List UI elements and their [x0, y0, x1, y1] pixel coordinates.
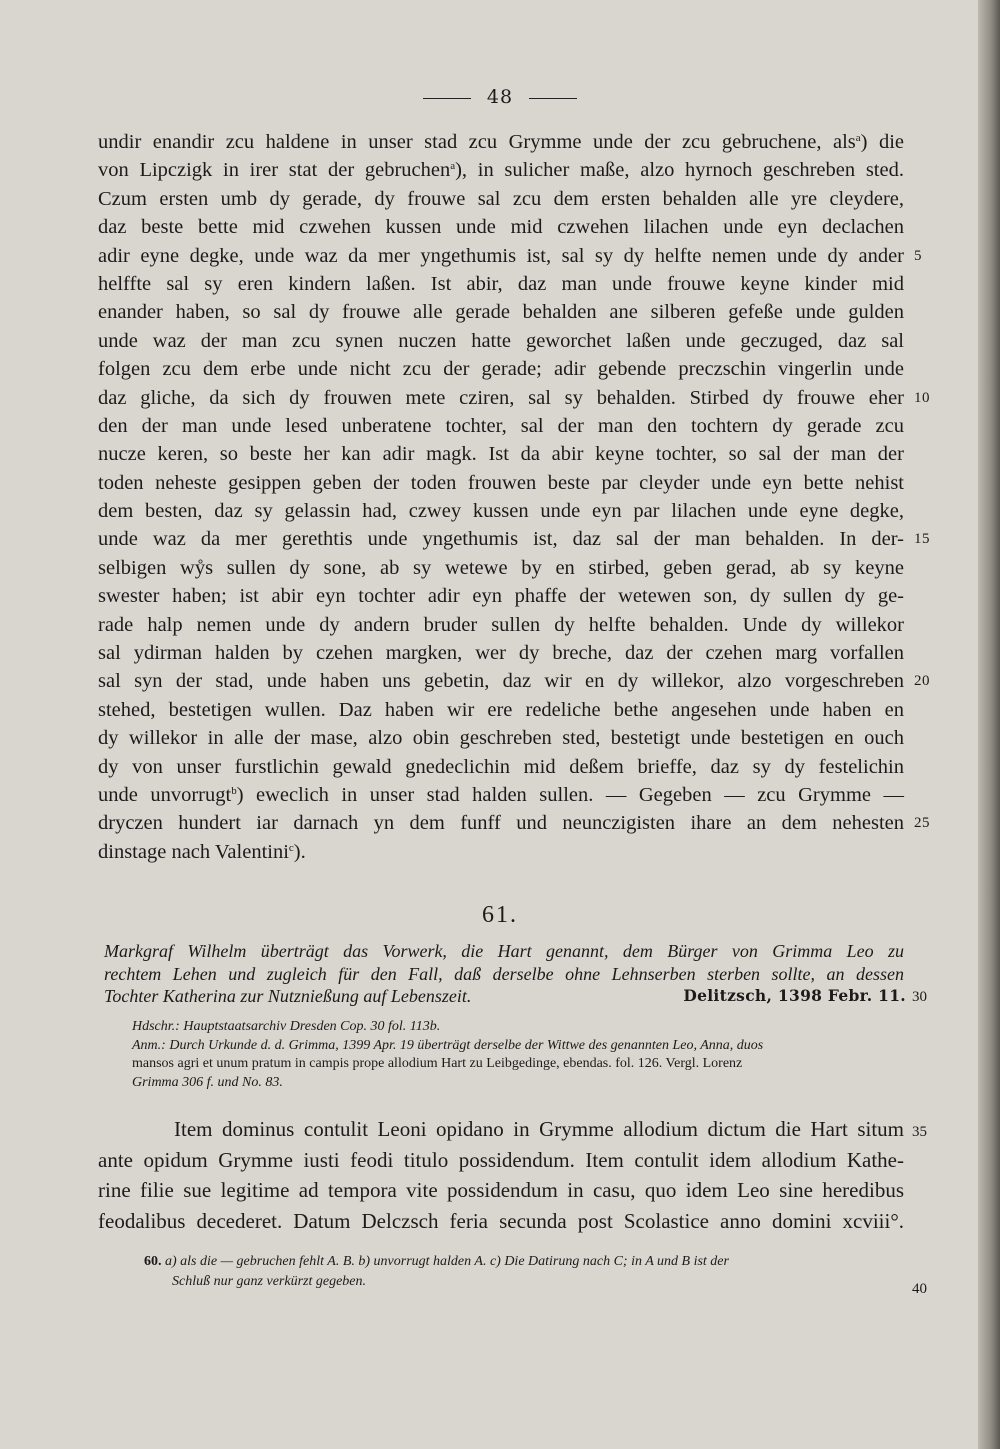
text-line-tail: ) die — [860, 131, 904, 153]
text-line — [98, 242, 922, 270]
text-line — [98, 639, 904, 667]
page-number: 48 — [486, 86, 514, 108]
text-line — [98, 327, 904, 355]
text-line-content: unde waz da mer gerethtis unde yngethumis ist, daz sal der man behalden. In der- — [98, 528, 904, 551]
manuscript-source-note — [132, 1018, 904, 1037]
latin-line: feodalibus decederet. Datum Delczsch feria secunda post Scolastice anno domini xcviii°. — [98, 1208, 904, 1233]
footnote-marker: a — [855, 132, 861, 144]
text-line-content: folgen zcu dem erbe unde nicht zcu der gerade; adir gebende preczschin vingerlin unde — [98, 358, 904, 381]
document-number: 61. — [482, 902, 518, 928]
text-line-content: unde unvorrugt — [98, 783, 232, 806]
line-number: 40 — [912, 1281, 927, 1297]
text-line — [98, 525, 930, 553]
text-line — [98, 355, 904, 383]
text-line — [98, 128, 904, 156]
footnote-marker: a — [450, 160, 456, 173]
text-line — [98, 781, 904, 809]
text-line-content: daz gliche, da sich dy frouwen mete cziren, sal sy behalden. Stirbed dy frouwe eher — [98, 386, 904, 409]
regest-line: rechtem Lehen und zugleich für den Fall, daß derselbe ohne Lehnserben sterben sollte, an dessen — [104, 963, 904, 984]
text-line — [98, 156, 904, 184]
text-line-content: rade halp nemen unde dy andern bruder sullen dy helfte behalden. Unde dy willekor — [98, 613, 904, 636]
text-line — [98, 667, 930, 695]
text-line — [98, 412, 904, 440]
text-line — [98, 582, 904, 610]
text-line-content: adir eyne degke, unde waz da mer yngethumis ist, sal sy dy helfte nemen unde dy ander — [98, 244, 904, 267]
text-line — [98, 554, 904, 582]
annotation-note — [132, 1037, 904, 1056]
text-line-content: daz beste bette mid czwehen kussen unde mid czwehen lilachen unde eyn declachen — [98, 216, 904, 239]
text-line-content: swester haben; ist abir eyn tochter adir eyn phaffe der wetewen son, dy sullen dy ge- — [98, 585, 904, 608]
text-line — [98, 298, 904, 326]
note-text: Hauptstaatsarchiv Dresden Cop. 30 fol. 113b. — [183, 1019, 441, 1034]
note-label: Anm.: — [132, 1037, 166, 1053]
line-number: 10 — [914, 389, 930, 406]
annotation-note-cont: mansos agri et unum pratum in campis prope allodium Hart zu Leibgedinge, ebendas. fol. 126. Vergl. Lorenz — [132, 1056, 743, 1071]
text-line — [98, 384, 930, 412]
text-line — [98, 497, 904, 525]
document-60-text — [98, 128, 930, 866]
text-line — [98, 809, 930, 837]
text-line-content: dy willekor in alle der mase, alzo obin geschreben sted, bestetigt unde bestetigen en ouch — [98, 727, 904, 750]
manuscript-notes — [132, 1018, 904, 1092]
text-line-content: sal ydirman halden by czehen margken, wer dy breche, daz der czehen marg vorfallen — [98, 642, 904, 665]
footnotes — [144, 1252, 908, 1292]
note-text: Durch Urkunde d. d. Grimma, 1399 Apr. 19 überträgt derselbe der Wittwe des genannten Leo, Anna, duos — [169, 1037, 764, 1053]
place-date: Delitzsch, 1398 Febr. 11. — [683, 986, 906, 1005]
regest-line: Markgraf Wilhelm überträgt das Vorwerk, die Hart genannt, dem Bürger von Grimma Leo zu — [104, 941, 904, 961]
text-line — [98, 753, 904, 781]
line-number: 20 — [914, 673, 930, 690]
text-line-content: stehed, bestetigen wullen. Daz haben wir ere redeliche bethe angesehen unde haben en — [98, 698, 904, 721]
document-61-regest — [104, 940, 927, 1008]
footnote-marker: c — [288, 841, 294, 854]
text-line-content: dem besten, daz sy gelassin had, czwey kussen unde eyn par lilachen unde eyne degke, — [98, 500, 904, 523]
header-rule-left — [423, 98, 471, 99]
annotation-note-cont: Grimma 306 f. und No. 83. — [132, 1074, 283, 1090]
footnote-text: Schluß nur ganz verkürzt gegeben. — [172, 1274, 367, 1289]
footnote-marker: b — [231, 784, 237, 797]
footnote-text: a) als die — gebruchen fehlt A. B. b) unvorrugt halden A. c) Die Datirung nach C; in A und B ist der — [165, 1254, 729, 1269]
text-line — [98, 611, 904, 639]
text-line — [98, 838, 904, 866]
text-line-content: dinstage nach Valentini — [98, 840, 289, 863]
line-number: 15 — [914, 531, 930, 548]
text-line — [98, 213, 904, 241]
page-header — [0, 86, 1000, 108]
text-line — [98, 724, 904, 752]
text-line-content: den der man unde lesed unberatene tochter, sal der man den tochtern dy gerade zcu — [98, 414, 904, 437]
text-line — [98, 696, 904, 724]
text-line-content: unde waz der man zcu synen nuczen hatte geworchet laßen unde geczuged, daz sal — [98, 329, 904, 352]
text-line-tail: ), in sulicher maße, alzo hyrnoch geschreben sted. — [455, 159, 904, 182]
text-line-content: helffte sal sy eren kindern laßen. Ist abir, daz man unde frouwe keyne kinder mid — [98, 272, 904, 295]
text-line-tail: ) eweclich in unser stad halden sullen. — Gegeben — zcu Grymme — — [236, 783, 904, 806]
page-edge-shadow — [978, 0, 1000, 1449]
footnote-ref: 60. — [144, 1254, 162, 1269]
text-line-content: von Lipczigk in irer stat der gebruchen — [98, 159, 451, 182]
header-rule-right — [529, 98, 577, 99]
regest-line: Tochter Katherina zur Nutznießung auf Lebenszeit. — [104, 986, 472, 1006]
footnote-line — [144, 1272, 908, 1292]
text-line-content: dy von unser furstlichin gewald gnedeclichin mid deßem brieffe, daz sy dy festelichin — [98, 755, 904, 778]
text-line — [98, 469, 904, 497]
text-line-content: enander haben, so sal dy frouwe alle gerade behalden ane silberen gefeße unde gulden — [98, 301, 904, 324]
latin-line: rine filie sue legitime ad tempora vite possidendum in casu, quo idem Leo sine heredibus — [98, 1178, 904, 1202]
latin-line: Item dominus contulit Leoni opidano in Grymme allodium dictum die Hart situm — [174, 1117, 904, 1141]
text-line-content: Czum ersten umb dy gerade, dy frouwe sal zcu dem ersten behalden alle yre cleydere, — [98, 187, 904, 210]
footnote-line — [144, 1252, 908, 1272]
text-line-content: undir enandir zcu haldene in unser stad zcu Grymme unde der zcu gebruchene, als — [98, 131, 856, 153]
line-number: 30 — [912, 989, 927, 1005]
text-line-content: dryczen hundert iar darnach yn dem funff und neunczigisten ihare an dem nehesten — [98, 812, 904, 835]
text-line — [98, 440, 904, 468]
latin-line: ante opidum Grymme iusti feodi titulo possidendum. Item contulit idem allodium Kathe- — [98, 1147, 904, 1172]
text-line — [98, 185, 904, 213]
text-line-content: toden neheste gesippen geben der toden frouwen beste par cleyder unde eyn bette nehist — [98, 471, 904, 494]
text-line-content: nucze keren, so beste her kan adir magk. Ist da abir keyne tochter, so sal der man der — [98, 443, 904, 466]
document-61-latin-text — [98, 1114, 904, 1236]
line-number: 35 — [912, 1124, 927, 1140]
line-number: 25 — [914, 815, 930, 832]
text-line-content: sal syn der stad, unde haben uns gebetin, daz wir en dy willekor, alzo vorgeschreben — [98, 670, 904, 693]
text-line — [98, 270, 904, 298]
line-number: 5 — [914, 247, 922, 264]
text-line-tail: ). — [293, 840, 306, 863]
note-label: Hdschr.: — [132, 1019, 180, 1034]
text-line-content: selbigen wẙs sullen dy sone, ab sy wetewe by en stirbed, geben gerad, ab sy keyne — [98, 556, 904, 579]
